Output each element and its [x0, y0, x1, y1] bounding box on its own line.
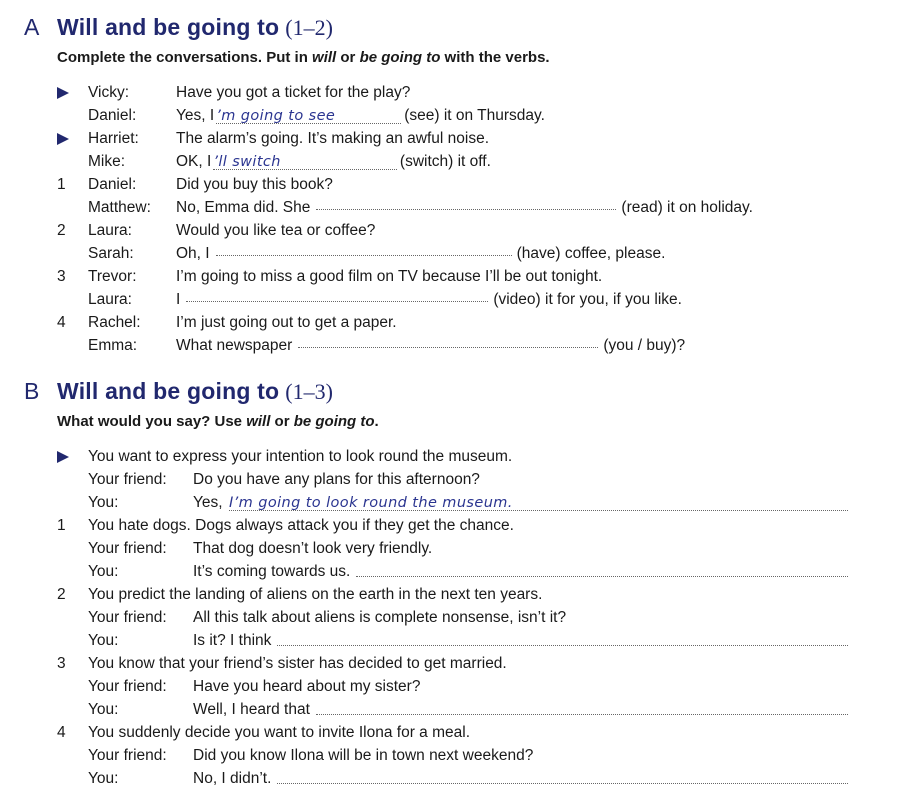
item-number: 3	[57, 268, 66, 285]
response-text	[193, 561, 350, 583]
friend-text	[193, 607, 566, 629]
you-line	[0, 561, 897, 583]
section-b-heading	[24, 378, 333, 405]
prompt-text: I’m just going out to get a paper.	[176, 314, 397, 331]
speaker-name: Sarah:	[88, 245, 134, 262]
response-text	[193, 492, 223, 514]
response-text	[193, 768, 271, 790]
speaker-name: You:	[88, 770, 119, 787]
friend-text	[193, 469, 480, 491]
line-text	[176, 151, 491, 173]
line-text	[176, 312, 397, 334]
conversation-line	[0, 266, 897, 288]
verb-hint: (video) it for you, if you like.	[493, 291, 682, 308]
conversation-line	[0, 174, 897, 196]
conversation-line	[0, 289, 897, 311]
friend-line	[0, 607, 897, 629]
verb-hint: (you / buy)?	[603, 337, 686, 354]
instruction-going: be going to	[293, 413, 375, 430]
prompt-text: Oh, I	[176, 245, 210, 262]
conversation-line	[0, 243, 897, 265]
answer-field[interactable]	[277, 782, 848, 784]
answer-field[interactable]	[356, 575, 848, 577]
speaker-name: Laura:	[88, 222, 132, 239]
speaker-name: Matthew:	[88, 199, 151, 216]
instruction-text: What would you say? Use	[57, 413, 247, 430]
situation-text: You want to express your intention to look round the museum.	[88, 448, 513, 465]
situation-text: You know that your friend’s sister has decided to get married.	[88, 655, 507, 672]
prompt-text: Have you heard about my sister?	[193, 678, 421, 695]
handwritten-answer: I’m going to look round the museum.	[229, 495, 513, 511]
speaker-name: Your friend:	[88, 540, 167, 557]
response-text	[193, 630, 271, 652]
friend-text	[193, 745, 533, 767]
section-a-heading	[24, 14, 333, 41]
instruction-text: Complete the conversations. Put in	[57, 49, 313, 66]
conversation-line	[0, 220, 897, 242]
line-text	[176, 197, 753, 219]
arrow-icon	[57, 451, 69, 463]
you-line	[0, 630, 897, 652]
example-arrow-icon	[57, 128, 77, 152]
speaker-name: You:	[88, 563, 119, 580]
verb-hint: (switch) it off.	[399, 153, 491, 170]
conversation-line	[0, 82, 897, 104]
prompt-text: Is it? I think	[193, 632, 272, 649]
prompt-text: Did you know Ilona will be in town next weekend?	[193, 747, 534, 764]
situation-line	[0, 446, 897, 468]
prompt-text: That dog doesn’t look very friendly.	[193, 540, 433, 557]
line-text	[176, 335, 685, 357]
item-number: 2	[57, 586, 66, 603]
section-b-instruction	[57, 413, 379, 430]
prompt-text: I’m going to miss a good film on TV because I’ll be out tonight.	[176, 268, 603, 285]
item-number: 2	[57, 222, 66, 239]
line-text	[176, 105, 545, 127]
section-b-title: Will and be going to	[57, 378, 280, 404]
answer-dots	[337, 117, 399, 118]
prompt-text: What newspaper	[176, 337, 293, 354]
prompt-text: All this talk about aliens is complete nonsense, isn’t it?	[193, 609, 567, 626]
instruction-text: .	[374, 413, 379, 430]
instruction-will: will	[246, 413, 271, 430]
speaker-name: Daniel:	[88, 176, 137, 193]
answer-field[interactable]	[277, 644, 848, 646]
instruction-text: or	[270, 413, 294, 430]
item-number: 1	[57, 176, 66, 193]
instruction-text: or	[336, 49, 360, 66]
item-number: 4	[57, 724, 66, 741]
conversation-line	[0, 335, 897, 357]
speaker-name: Rachel:	[88, 314, 141, 331]
prompt-text: Did you buy this book?	[176, 176, 333, 193]
speaker-name: Laura:	[88, 291, 132, 308]
line-text	[176, 174, 333, 196]
friend-line	[0, 676, 897, 698]
section-b-letter: B	[24, 378, 40, 404]
speaker-name: Harriet:	[88, 130, 139, 147]
section-a-instruction	[57, 49, 550, 66]
prompt-text: It’s coming towards us.	[193, 563, 351, 580]
verb-hint: (see) it on Thursday.	[404, 107, 545, 124]
prompt-text: No, I didn’t.	[193, 770, 272, 787]
line-text	[176, 128, 489, 150]
section-b-range: (1–3)	[285, 379, 333, 404]
conversation-line	[0, 128, 897, 150]
prompt-text: No, Emma did. She	[176, 199, 311, 216]
speaker-name: You:	[88, 494, 119, 511]
speaker-name: You:	[88, 701, 119, 718]
handwritten-answer: ’ll switch	[213, 154, 281, 170]
you-line	[0, 492, 897, 514]
conversation-line	[0, 312, 897, 334]
speaker-name: You:	[88, 632, 119, 649]
handwritten-answer: ’m going to see	[216, 108, 336, 124]
arrow-icon	[57, 87, 69, 99]
line-text	[176, 220, 375, 242]
line-text	[176, 266, 602, 288]
speaker-name: Your friend:	[88, 747, 167, 764]
situation-line	[0, 515, 897, 537]
answer-field[interactable]	[316, 208, 616, 210]
friend-line	[0, 469, 897, 491]
prompt-text: I	[176, 291, 181, 308]
you-line	[0, 768, 897, 790]
speaker-name: Mike:	[88, 153, 126, 170]
situation-line	[0, 584, 897, 606]
situation-text: You suddenly decide you want to invite Ilona for a meal.	[88, 724, 471, 741]
speaker-name: Your friend:	[88, 678, 167, 695]
item-number: 3	[57, 655, 66, 672]
item-number: 1	[57, 517, 66, 534]
verb-hint: (have) coffee, please.	[516, 245, 666, 262]
situation-line	[0, 722, 897, 744]
friend-text	[193, 676, 420, 698]
situation-text: You hate dogs. Dogs always attack you if they get the chance.	[88, 517, 514, 534]
friend-line	[0, 745, 897, 767]
response-text	[193, 699, 310, 721]
prompt-text: Do you have any plans for this afternoon?	[193, 471, 480, 488]
speaker-name: Vicky:	[88, 84, 130, 101]
speaker-name: Your friend:	[88, 609, 167, 626]
line-text	[176, 82, 410, 104]
arrow-icon	[57, 133, 69, 145]
friend-text	[193, 538, 432, 560]
prompt-text: The alarm’s going. It’s making an awful noise.	[176, 130, 490, 147]
answer-field[interactable]	[229, 492, 848, 514]
instruction-text: with the verbs.	[440, 49, 550, 66]
speaker-name: Emma:	[88, 337, 138, 354]
conversation-line	[0, 197, 897, 219]
answer-field[interactable]	[316, 713, 848, 715]
example-arrow-icon	[57, 82, 77, 106]
answer-field[interactable]	[216, 105, 401, 127]
line-text	[176, 289, 682, 311]
conversation-line	[0, 105, 897, 127]
speaker-name: Trevor:	[88, 268, 137, 285]
section-a-letter: A	[24, 14, 40, 40]
you-line	[0, 699, 897, 721]
answer-field[interactable]	[186, 300, 488, 302]
answer-field[interactable]	[298, 346, 598, 348]
section-a-title: Will and be going to	[57, 14, 280, 40]
conversation-line	[0, 151, 897, 173]
prompt-text: Have you got a ticket for the play?	[176, 84, 411, 101]
situation-text: You predict the landing of aliens on the earth in the next ten years.	[88, 586, 543, 603]
line-text	[176, 243, 665, 265]
example-arrow-icon	[57, 446, 77, 470]
verb-hint: (read) it on holiday.	[621, 199, 753, 216]
answer-field[interactable]	[213, 151, 397, 173]
prompt-text: Would you like tea or coffee?	[176, 222, 376, 239]
answer-dots	[283, 163, 395, 164]
prompt-text: Yes,	[193, 494, 223, 511]
instruction-going: be going to	[359, 49, 441, 66]
prompt-text: OK, I	[176, 153, 212, 170]
prompt-text: Well, I heard that	[193, 701, 310, 718]
prompt-text: Yes, I	[176, 107, 215, 124]
situation-line	[0, 653, 897, 675]
answer-field[interactable]	[216, 254, 512, 256]
section-a-range: (1–2)	[285, 15, 333, 40]
item-number: 4	[57, 314, 66, 331]
instruction-will: will	[312, 49, 337, 66]
speaker-name: Your friend:	[88, 471, 167, 488]
speaker-name: Daniel:	[88, 107, 137, 124]
friend-line	[0, 538, 897, 560]
